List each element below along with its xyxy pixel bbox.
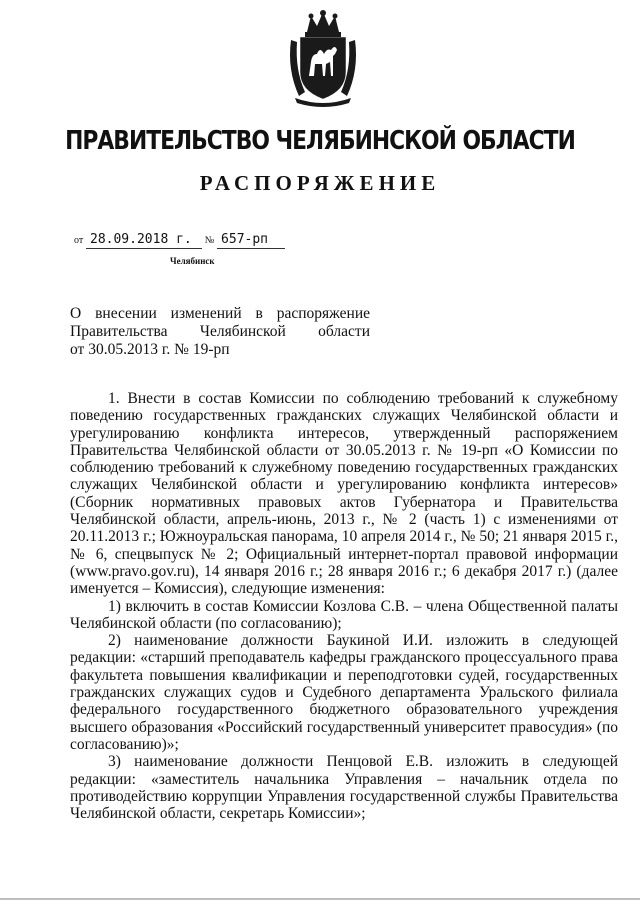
number-label: № — [204, 235, 215, 246]
body-paragraph: 1. Внести в состав Комиссии по соблюдению требований к служебному поведению государственных гражданских служащих Челябинской области и урегулированию конфликта интересов, утвержденный распоряжением Правительства Челябинской области от 30.05.2013 г. № 19-рп «О Комиссии по соблюдению требований к служебному поведению государственных гражданских служащих Челябинской области и урегулированию конфликта интересов» (Сборник нормативных правовых актов Губернатора и Правительства Челябинской области, апрель-июнь, 2013 г., № 2 (часть 1) с изменениями от 20.11.2013 г.; Южноуральская панорама, 10 апреля 2014 г., № 50; 21 января 2015 г., № 6, спецвыпуск № 2; Официальный интернет-портал правовой информации (www.pravo.gov.ru), 14 января 2016 г.; 28 января 2016 г.; 6 декабря 2017 г.) (далее именуется – Комиссия), следующие изменения: — [70, 390, 618, 598]
government-title: ПРАВИТЕЛЬСТВО ЧЕЛЯБИНСКОЙ ОБЛАСТИ — [65, 126, 575, 156]
document-city: Челябинск — [170, 256, 215, 266]
date-label: от — [74, 235, 84, 246]
body-paragraph: 2) наименование должности Баукиной И.И. изложить в следующей редакции: «старший преподаватель кафедры гражданского процессуального права факультета повышения квалификации и переподготовки судей, государственных гражданских служащих судов и Судебного департамента Уральского филиала федерального государственного бюджетного образовательного учреждения высшего образования «Российский государственный университет правосудия» (по согласованию)»; — [70, 632, 618, 753]
coat-of-arms-icon — [285, 10, 361, 108]
document-meta — [74, 232, 285, 252]
body-paragraph: 1) включить в состав Комиссии Козлова С.В. – члена Общественной палаты Челябинской области (по согласованию); — [70, 597, 618, 632]
body-paragraph: 3) наименование должности Пенцовой Е.В. изложить в следующей редакции: «заместитель начальника Управления – начальник отдела по противодействию коррупции Управления государственной службы Правительства Челябинской области, секретарь Комиссии»; — [70, 753, 618, 823]
document-subject — [70, 305, 370, 359]
document-date: 28.09.2018 г. — [86, 232, 202, 249]
subject-line: от 30.05.2013 г. № 19-рп — [70, 341, 230, 358]
document-type: РАСПОРЯЖЕНИЕ — [199, 171, 441, 195]
subject-line: Правительства Челябинской области — [70, 323, 370, 340]
page-bottom-edge — [0, 898, 640, 900]
subject-line: О внесении изменений в распоряжение — [70, 305, 370, 322]
document-number: 657-рп — [217, 232, 285, 249]
document-body — [70, 390, 618, 822]
